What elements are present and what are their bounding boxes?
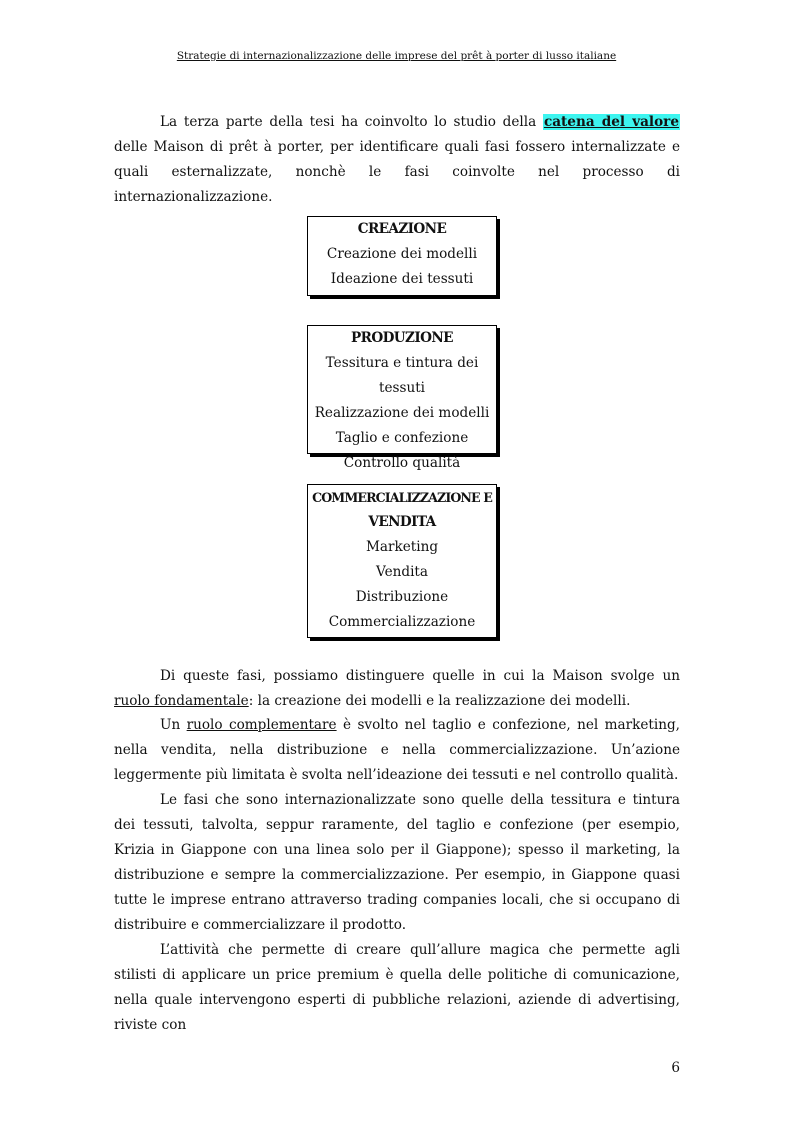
paragraph-comunicazione: L’attività che permette di creare qull’allure magica che permette agli stilisti di applicare un price premium è quella delle politiche di comunicazione, nella quale intervengono esperti di pubbliche relazioni, aziende di advertising, riviste con — [114, 942, 680, 1033]
produzione-box — [307, 325, 497, 471]
paragraph-ruolo-fondamentale — [114, 664, 680, 714]
page-number: 6 — [671, 1060, 680, 1076]
creazione-title: CREAZIONE — [357, 221, 447, 237]
paragraph-ruolo-complementare — [114, 713, 680, 788]
commercializzazione-box — [307, 484, 497, 638]
intro-text-before: La terza parte della tesi ha coinvolto lo studio della — [160, 114, 543, 130]
commercializzazione-title-cont: VENDITA — [368, 514, 436, 530]
p1-before: Di queste fasi, possiamo distinguere quelle in cui la Maison svolge un — [160, 668, 680, 684]
intro-text-after: delle Maison di prêt à porter, per identificare quali fasi fossero internalizzate e quali esternalizzate, nonchè le fasi coinvolte nel processo di internazionalizzazione. — [114, 139, 680, 205]
intro-paragraph — [114, 110, 680, 210]
produzione-item: Realizzazione dei modelli — [314, 405, 490, 421]
commercializzazione-item: Marketing — [365, 539, 439, 555]
p2-before: Un — [160, 717, 187, 733]
creazione-box — [307, 216, 497, 296]
produzione-item: Tessitura e tintura dei tessuti — [325, 355, 479, 396]
highlighted-term: catena del valore — [543, 114, 679, 130]
creazione-item: Ideazione dei tessuti — [330, 271, 474, 287]
creazione-item: Creazione dei modelli — [326, 246, 478, 262]
produzione-title: PRODUZIONE — [351, 330, 453, 346]
commercializzazione-title: COMMERCIALIZZAZIONE E — [312, 490, 492, 505]
p1-after: : la creazione dei modelli e la realizzazione dei modelli. — [248, 693, 631, 709]
ruolo-complementare-term: ruolo complementare — [186, 717, 337, 733]
p2-after: è svolto nel taglio e confezione, nel marketing, nella vendita, nella distribuzione e nella commercializzazione. Un’azione leggermente più limitata è svolta nell’ideazione dei tessuti e nel controllo qualità. — [114, 717, 680, 783]
produzione-item: Controllo qualità — [343, 455, 461, 471]
commercializzazione-item: Vendita — [376, 564, 428, 580]
commercializzazione-item: Commercializzazione — [328, 614, 476, 630]
produzione-item: Taglio e confezione — [335, 430, 469, 446]
ruolo-fondamentale-term: ruolo fondamentale — [114, 693, 249, 709]
running-header: Strategie di internazionalizzazione delle imprese del prêt à porter di lusso italiane — [176, 50, 617, 62]
commercializzazione-item: Distribuzione — [355, 589, 449, 605]
paragraph-fasi-internazionalizzate: Le fasi che sono internazionalizzate sono quelle della tessitura e tintura dei tessuti, talvolta, seppur raramente, del taglio e confezione (per esempio, Krizia in Giappone con una linea solo per il Giappone); spesso il marketing, la distribuzione e sempre la commercializzazione. Per esempio, in Giappone quasi tutte le imprese entrano attraverso trading companies locali, che si occupano di distribuire e commercializzare il prodotto. — [114, 792, 680, 933]
